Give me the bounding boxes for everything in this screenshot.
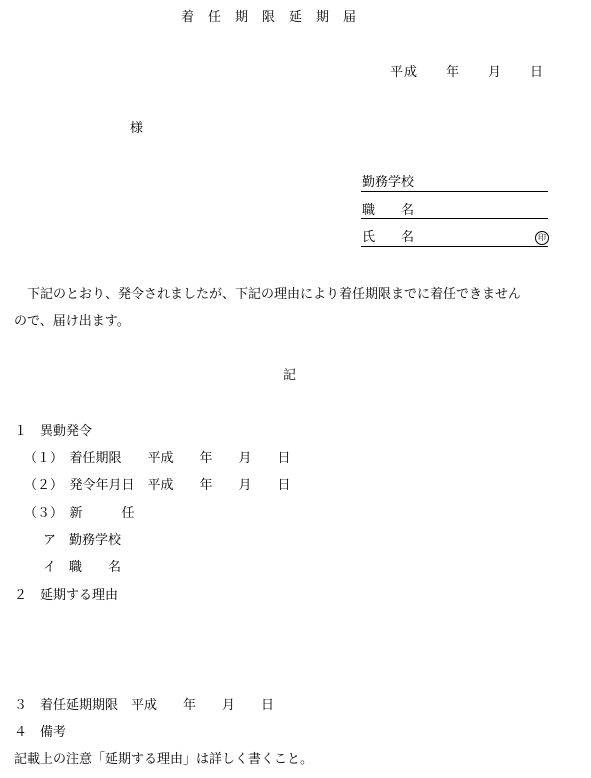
name-label: 氏 名 xyxy=(362,230,415,245)
ki-heading: 記 xyxy=(283,368,297,383)
date-line: 平成 年 月 日 xyxy=(390,65,545,80)
position-underline xyxy=(361,218,548,219)
item-1-sub-2: （２） 発令年月日 平成 年 月 日 xyxy=(24,478,291,493)
item-3-heading: ３ 着任延期期限 平成 年 月 日 xyxy=(14,698,275,713)
body-line-1: 下記のとおり、発令されましたが、下記の理由により着任期限までに着任できません xyxy=(14,287,522,302)
item-4-heading: ４ 備考 xyxy=(14,725,67,740)
school-underline xyxy=(361,191,548,192)
school-label: 勤務学校 xyxy=(362,175,415,190)
position-label: 職 名 xyxy=(362,203,415,218)
addressee-suffix: 様 xyxy=(130,121,144,136)
body-line-2: ので、届け出ます。 xyxy=(14,314,130,329)
item-2-heading: ２ 延期する理由 xyxy=(14,588,119,603)
note-line: 記載上の注意「延期する理由」は詳しく書くこと。 xyxy=(14,752,314,767)
item-1-sub-3b: イ 職 名 xyxy=(43,560,122,575)
item-1-sub-3: （３） 新 任 xyxy=(24,506,135,521)
name-underline xyxy=(361,246,548,247)
seal-icon: 印 xyxy=(535,231,549,245)
item-1-sub-1: （１） 着任期限 平成 年 月 日 xyxy=(24,451,291,466)
item-1-sub-3a: ア 勤務学校 xyxy=(43,533,122,548)
item-1-heading: １ 異動発令 xyxy=(14,424,93,439)
document-title: 着 任 期 限 延 期 届 xyxy=(181,10,357,25)
